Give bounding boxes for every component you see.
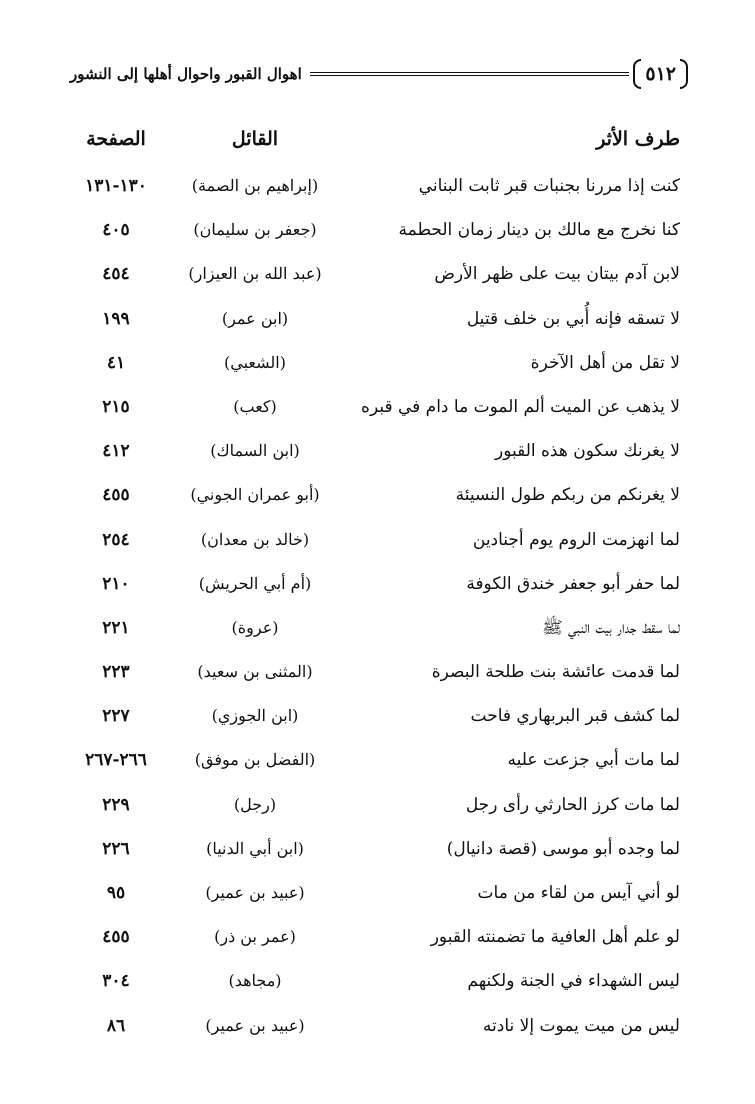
index-row — [0, 871, 755, 915]
page-reference: ١٩٩ — [102, 308, 130, 329]
index-row — [0, 738, 755, 782]
narrator: (عروة) — [231, 617, 279, 637]
index-row — [0, 650, 755, 694]
index-row — [0, 562, 755, 606]
index-row — [0, 606, 755, 650]
narrator: (عمر بن ذر) — [214, 927, 296, 947]
narrator: (الشعبي) — [224, 352, 286, 372]
page-reference: ٢٢٩ — [102, 794, 130, 815]
page-reference: ٤٥٥ — [102, 927, 130, 948]
running-header — [70, 52, 684, 96]
narrator: (كعب) — [233, 396, 277, 416]
athar-phrase: لابن آدم بيتان بيت على ظهر الأرض — [434, 264, 680, 285]
index-row — [0, 518, 755, 562]
narrator: (ابن عمر) — [221, 308, 289, 328]
index-row — [0, 694, 755, 738]
athar-phrase: لما مات كرز الحارثي رأى رجل — [465, 794, 680, 815]
index-row — [0, 429, 755, 473]
page-reference: ٢٦٦-٢٦٧ — [85, 750, 147, 771]
narrator: (عبد الله بن العيزار) — [188, 264, 322, 284]
athar-phrase: لا يغرنكم من ربكم طول النسيئة — [455, 485, 680, 506]
narrator: (مجاهد) — [228, 971, 282, 991]
athar-phrase: لما مات أبي جزعت عليه — [507, 750, 680, 771]
narrator: (المثنى بن سعيد) — [197, 662, 313, 682]
index-row — [0, 915, 755, 959]
page-reference: ٨٦ — [106, 1015, 126, 1036]
page-reference: ١٣٠-١٣١ — [85, 176, 147, 196]
page-reference: ٢٢١ — [102, 617, 130, 638]
athar-phrase: لما وجده أبو موسى (قصة دانيال) — [446, 838, 680, 859]
index-row — [0, 297, 755, 341]
narrator: (ابن الجوزي) — [211, 706, 299, 726]
athar-phrase: كنا نخرج مع مالك بن دينار زمان الحطمة — [398, 220, 680, 241]
narrator: (خالد بن معدان) — [200, 529, 310, 549]
narrator: (ابن السماك) — [210, 441, 300, 461]
narrator: (عبيد بن عمير) — [205, 883, 305, 902]
narrator: (جعفر بن سليمان) — [193, 220, 317, 240]
athar-phrase: لما سقط جدار بيت النبي ﷺ — [542, 617, 680, 638]
page-reference: ٣٠٤ — [102, 971, 130, 992]
page-reference: ٢٢٦ — [102, 838, 130, 859]
narrator: (الفضل بن موفق) — [194, 750, 316, 770]
index-table — [0, 164, 755, 1048]
index-row — [0, 252, 755, 296]
page-reference: ٤٥٤ — [102, 264, 130, 285]
narrator: (أبو عمران الجوني) — [190, 485, 320, 505]
index-row — [0, 208, 755, 252]
page-reference: ٢٥٤ — [102, 529, 130, 550]
athar-phrase: لا يغرنك سكون هذه القبور — [495, 441, 680, 462]
narrator: (إبراهيم بن الصمة) — [191, 176, 319, 195]
index-row — [0, 385, 755, 429]
athar-phrase: لا يذهب عن الميت ألم الموت ما دام في قبره — [361, 396, 680, 417]
athar-phrase: لما كشف قبر البربهاري فاحت — [470, 706, 680, 727]
header-rule — [310, 72, 630, 76]
index-row — [0, 959, 755, 1003]
narrator: (ابن أبي الدنيا) — [206, 838, 304, 858]
page-reference: ٢١٠ — [102, 573, 130, 594]
athar-phrase: لو أني آيس من لقاء من مات — [477, 883, 680, 903]
running-title: اهوال القبور واحوال أهلها إلى النشور — [70, 65, 302, 83]
column-header-narrator: القائل — [231, 128, 279, 150]
page-reference: ٢١٥ — [102, 396, 130, 417]
index-row — [0, 783, 755, 827]
athar-phrase: لما انهزمت الروم يوم أجنادين — [472, 529, 680, 550]
page-reference: ٩٥ — [106, 883, 126, 903]
athar-phrase: لو علم أهل العافية ما تضمنته القبور — [430, 927, 680, 948]
page-reference: ٢٢٧ — [102, 706, 130, 727]
athar-phrase: كنت إذا مررنا بجنبات قبر ثابت البناني — [418, 176, 680, 196]
index-row — [0, 1004, 755, 1048]
narrator: (أم أبي الحريش) — [198, 573, 312, 593]
page-number: ٥١٢ — [637, 57, 684, 91]
page-reference: ٤١ — [106, 352, 126, 373]
index-row — [0, 164, 755, 208]
index-row — [0, 341, 755, 385]
page-reference: ٤٠٥ — [102, 220, 130, 241]
athar-phrase: لما قدمت عائشة بنت طلحة البصرة — [431, 662, 680, 683]
column-header-phrase: طرف الأثر — [596, 128, 680, 150]
athar-phrase: لا تسقه فإنه أُبي بن خلف قتيل — [466, 308, 680, 329]
page-reference: ٢٢٣ — [102, 662, 130, 683]
narrator: (عبيد بن عمير) — [205, 1015, 305, 1035]
athar-phrase: لا تقل من أهل الآخرة — [530, 352, 680, 373]
athar-phrase: ليس من ميت يموت إلا نادته — [482, 1015, 680, 1036]
column-header-page: الصفحة — [86, 128, 146, 150]
narrator: (رجل) — [233, 794, 277, 814]
page-reference: ٤٥٥ — [102, 485, 130, 506]
index-row — [0, 473, 755, 517]
athar-phrase: لما حفر أبو جعفر خندق الكوفة — [466, 573, 680, 594]
athar-phrase: ليس الشهداء في الجنة ولكنهم — [467, 971, 680, 992]
index-row — [0, 827, 755, 871]
page-reference: ٤١٢ — [102, 441, 130, 462]
